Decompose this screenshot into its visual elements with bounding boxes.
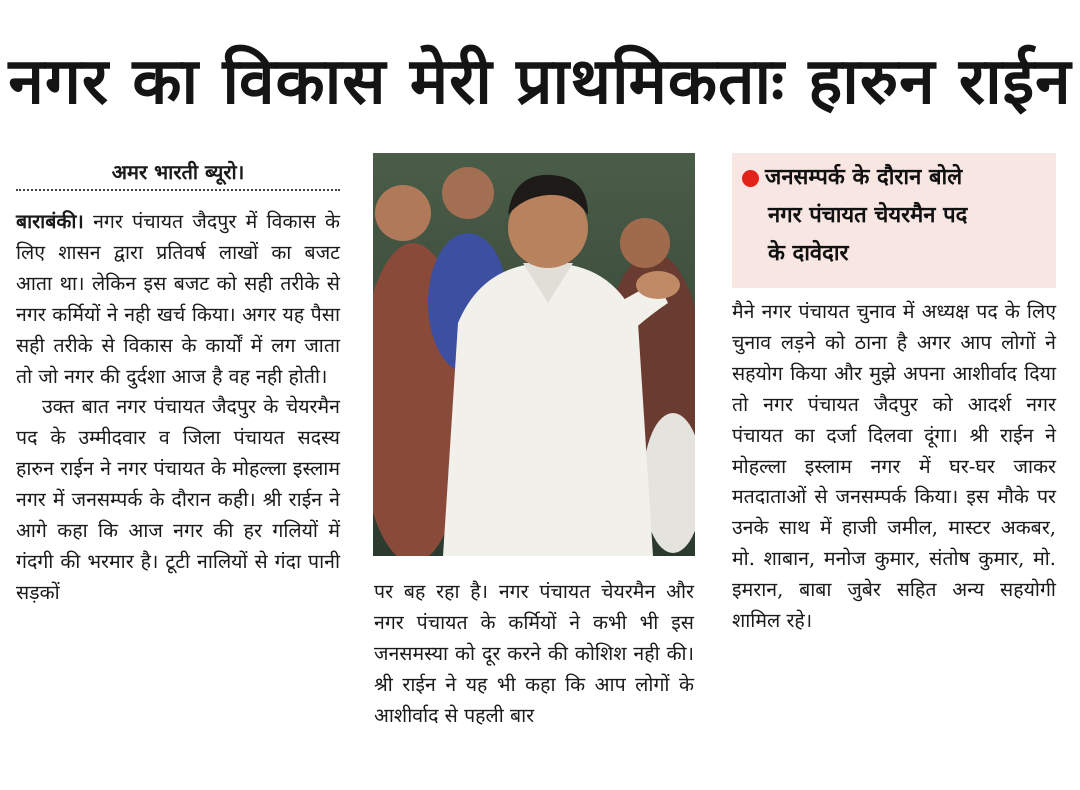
byline-divider [16,189,340,191]
headline: नगर का विकास मेरी प्राथमिकताः हारुन राईन [8,45,1072,119]
paragraph-1-text: नगर पंचायत जैदपुर में विकास के लिए शासन द्वारा प्रतिवर्ष लाखों का बजट आता था। लेकिन इस बजट को सही तरीके से नगर कर्मियों ने नही खर्च किया। अगर यह पैसा सही तरीके से विकास के कार्यों में लग जाता तो जो नगर की दुर्दशा आज है वह नही होती। [16,210,340,388]
article-column-3 [732,297,1056,637]
news-photo [373,153,695,556]
subheadline-box [732,153,1056,288]
paragraph-4: मैने नगर पंचायत चुनाव में अध्यक्ष पद के लिए चुनाव लड़ने को ठाना है अगर आप लोगों ने सहयोग किया और मुझे अपना आशीर्वाद दिया तो नगर पंचायत जैदपुर को आदर्श नगर पंचायत का दर्जा दिलवा दूंगा। श्री राईन ने मोहल्ला इस्लाम नगर में घर-घर जाकर मतदाताओं से जनसम्पर्क किया। इस मौके पर उनके साथ में हाजी जमील, मास्टर अकबर, मो. शाबान, मनोज कुमार, संतोष कुमार, मो. इमरान, बाबा जुबेर सहित अन्य सहयोगी शामिल रहे। [732,300,1056,633]
subheadline-line-1 [742,159,1048,197]
subheadline-line-2: नगर पंचायत चेयरमैन पद [768,203,968,228]
red-bullet-icon [742,170,759,187]
article-column-1 [16,207,340,609]
article-column-2 [374,577,694,732]
paragraph-3: पर बह रहा है। नगर पंचायत चेयरमैन और नगर पंचायत के कर्मियों ने कभी भी इस जनसमस्या को दूर करने की कोशिश नही की। श्री राईन ने यह भी कहा कि आप लोगों के आशीर्वाद से पहली बार [374,580,694,727]
paragraph-2: उक्त बात नगर पंचायत जैदपुर के चेयरमैन पद के उम्मीदवार व जिला पंचायत सदस्य हारुन राईन ने नगर पंचायत के मोहल्ला इस्लाम नगर में जनसम्पर्क के दौरान कही। श्री राईन ने आगे कहा कि आज नगर की हर गलियों में गंदगी की भरमार है। टूटी नालियों से गंदा पानी सड़कों [16,395,340,604]
subheadline-line-3: के दावेदार [768,241,849,266]
byline: अमर भारती ब्यूरो। [111,160,245,184]
photo-illustration [373,153,695,556]
paragraph-1 [16,207,340,392]
dateline: बाराबंकी। [16,210,84,233]
subheadline-line-1-text: जनसम्पर्क के दौरान बोले [765,165,963,190]
